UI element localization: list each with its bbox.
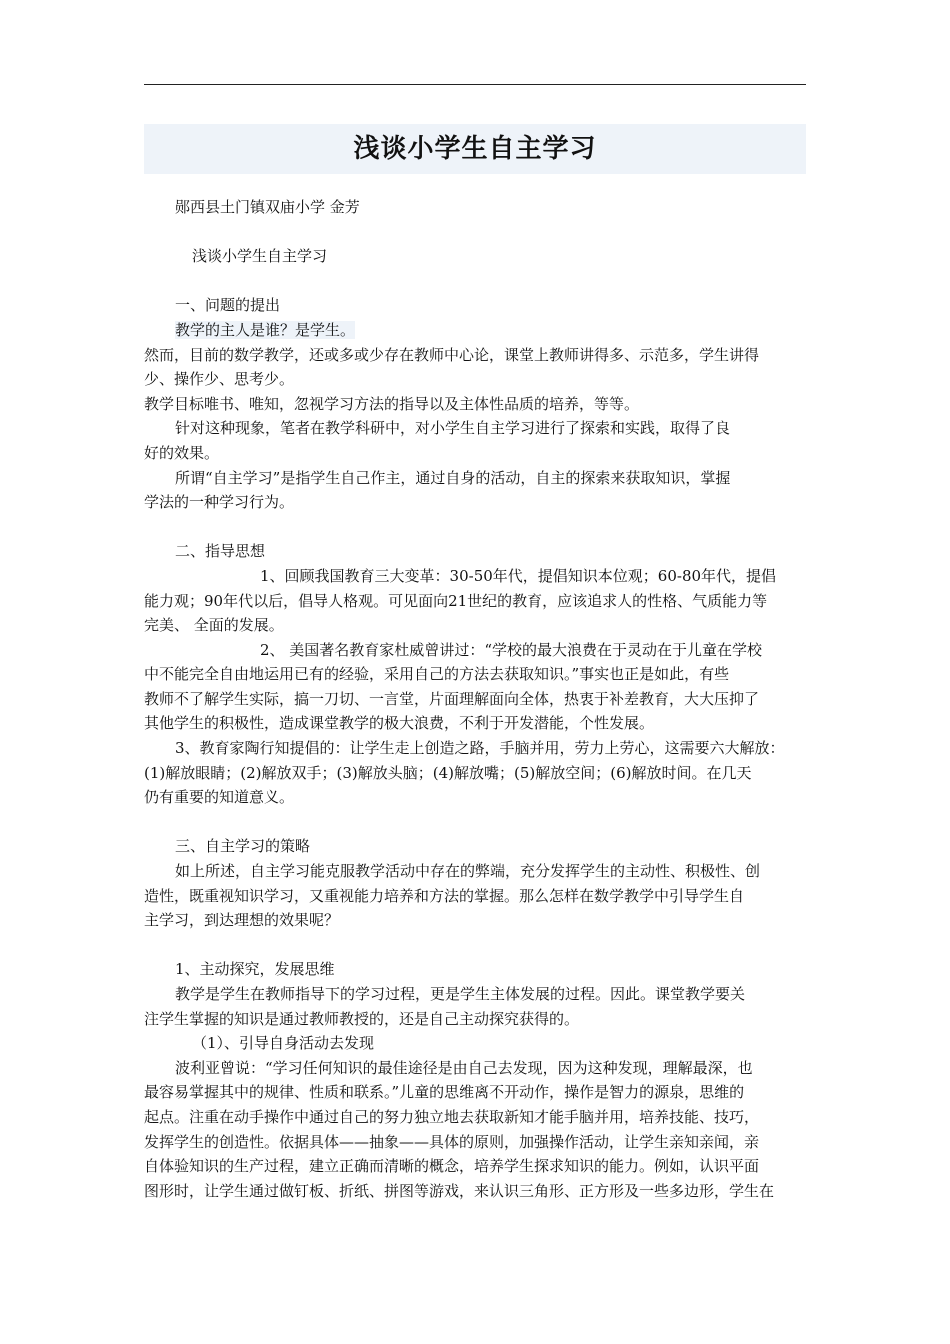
subsubsection-heading: （1）、引导自身活动去发现 <box>192 1034 375 1053</box>
section-heading: 三、自主学习的策略 <box>175 837 311 856</box>
paragraph-line: 能力观；90年代以后，倡导人格观。可见面向21世纪的教育，应该追求人的性格、气质能力等 <box>144 591 768 610</box>
paragraph-line: 少、操作少、思考少。 <box>144 370 295 389</box>
paragraph-line: 中不能完全自由地运用已有的经验，采用自己的方法去获取知识。”事实也正是如此，有些 <box>144 665 730 684</box>
paragraph-line: 波利亚曾说：“学习任何知识的最佳途径是由自己去发现，因为这种发现，理解最深，也 <box>175 1058 753 1077</box>
paragraph-line: 其他学生的积极性，造成课堂教学的极大浪费，不利于开发潜能，个性发展。 <box>144 714 655 733</box>
paragraph-line: 起点。注重在动手操作中通过自己的努力独立地去获取新知才能手脑并用，培养技能、技巧， <box>144 1107 760 1126</box>
paragraph-line: 1、回顾我国教育三大变革：30-50年代，提倡知识本位观；60-80年代，提倡 <box>260 566 777 585</box>
paragraph-line: 教师不了解学生实际，搞一刀切、一言堂，片面理解面向全体，热衷于补差教育，大大压抑了 <box>144 689 760 708</box>
section-heading: 一、问题的提出 <box>175 296 281 315</box>
paragraph-line: 教学是学生在教师指导下的学习过程，更是学生主体发展的过程。因此。课堂教学要关 <box>175 985 746 1003</box>
paragraph-line: 注学生掌握的知识是通过教师教授的，还是自己主动探究获得的。 <box>144 1009 580 1028</box>
paragraph-line: 教学目标唯书、唯知，忽视学习方法的指导以及主体性品质的培养，等等。 <box>144 394 640 413</box>
paragraph-line: 仍有重要的知道意义。 <box>144 788 295 807</box>
paragraph-line: 图形时，让学生通过做钉板、折纸、拼图等游戏，来认识三角形、正方形及一些多边形，学生在 <box>144 1181 775 1200</box>
paragraph-line: 然而，目前的数学教学，还或多或少存在教师中心论，课堂上教师讲得多、示范多，学生讲得 <box>144 345 760 364</box>
paragraph-line: 主学习，到达理想的效果呢？ <box>144 911 340 930</box>
paragraph-line: 所谓“自主学习”是指学生自己作主，通过自身的活动，自主的探索来获取知识，掌握 <box>175 468 731 487</box>
paragraph-line: 造性，既重视知识学习，又重视能力培养和方法的掌握。那么怎样在数学教学中引导学生自 <box>144 886 745 905</box>
section-heading: 二、指导思想 <box>175 542 266 561</box>
paragraph-line: 发挥学生的创造性。依据具体——抽象——具体的原则，加强操作活动，让学生亲知亲闻，亲 <box>144 1132 760 1151</box>
subtitle: 浅谈小学生自主学习 <box>192 247 328 266</box>
paragraph-line: 如上所述，自主学习能克服教学活动中存在的弊端，充分发挥学生的主动性、积极性、创 <box>175 862 761 881</box>
document-body <box>144 195 812 1203</box>
paragraph-line: 3、教育家陶行知提倡的：让学生走上创造之路，手脑并用，劳力上劳心，这需要六大解放： <box>175 739 785 758</box>
paragraph-line: 完美、 全面的发展。 <box>144 616 284 635</box>
document-title: 浅谈小学生自主学习 <box>353 134 597 164</box>
paragraph-line: 好的效果。 <box>144 443 220 462</box>
paragraph-line: (1)解放眼睛；(2)解放双手；(3)解放头脑；(4)解放嘴；(5)解放空间；(6)解放时间。在几天 <box>144 763 752 782</box>
header-rule <box>144 84 806 85</box>
title-band <box>144 124 806 174</box>
paragraph-line: 2、 美国著名教育家杜威曾讲过：“学校的最大浪费在于灵动在于儿童在学校 <box>260 640 762 659</box>
paragraph-line: 自体验知识的生产过程，建立正确而清晰的概念，培养学生探求知识的能力。例如，认识平面 <box>144 1157 760 1176</box>
paragraph-line: 针对这种现象，笔者在教学科研中，对小学生自主学习进行了探索和实践，取得了良 <box>175 419 731 438</box>
author-line: 郧西县土门镇双庙小学 金芳 <box>175 198 360 216</box>
paragraph-line: 最容易掌握其中的规律、性质和联系。”儿童的思维离不开动作，操作是智力的源泉，思维的 <box>144 1083 745 1102</box>
subsection-heading: 1、主动探究，发展思维 <box>175 960 335 979</box>
paragraph-line: 学法的一种学习行为。 <box>144 493 295 512</box>
paragraph-line: 教学的主人是谁？是学生。 <box>175 320 356 339</box>
